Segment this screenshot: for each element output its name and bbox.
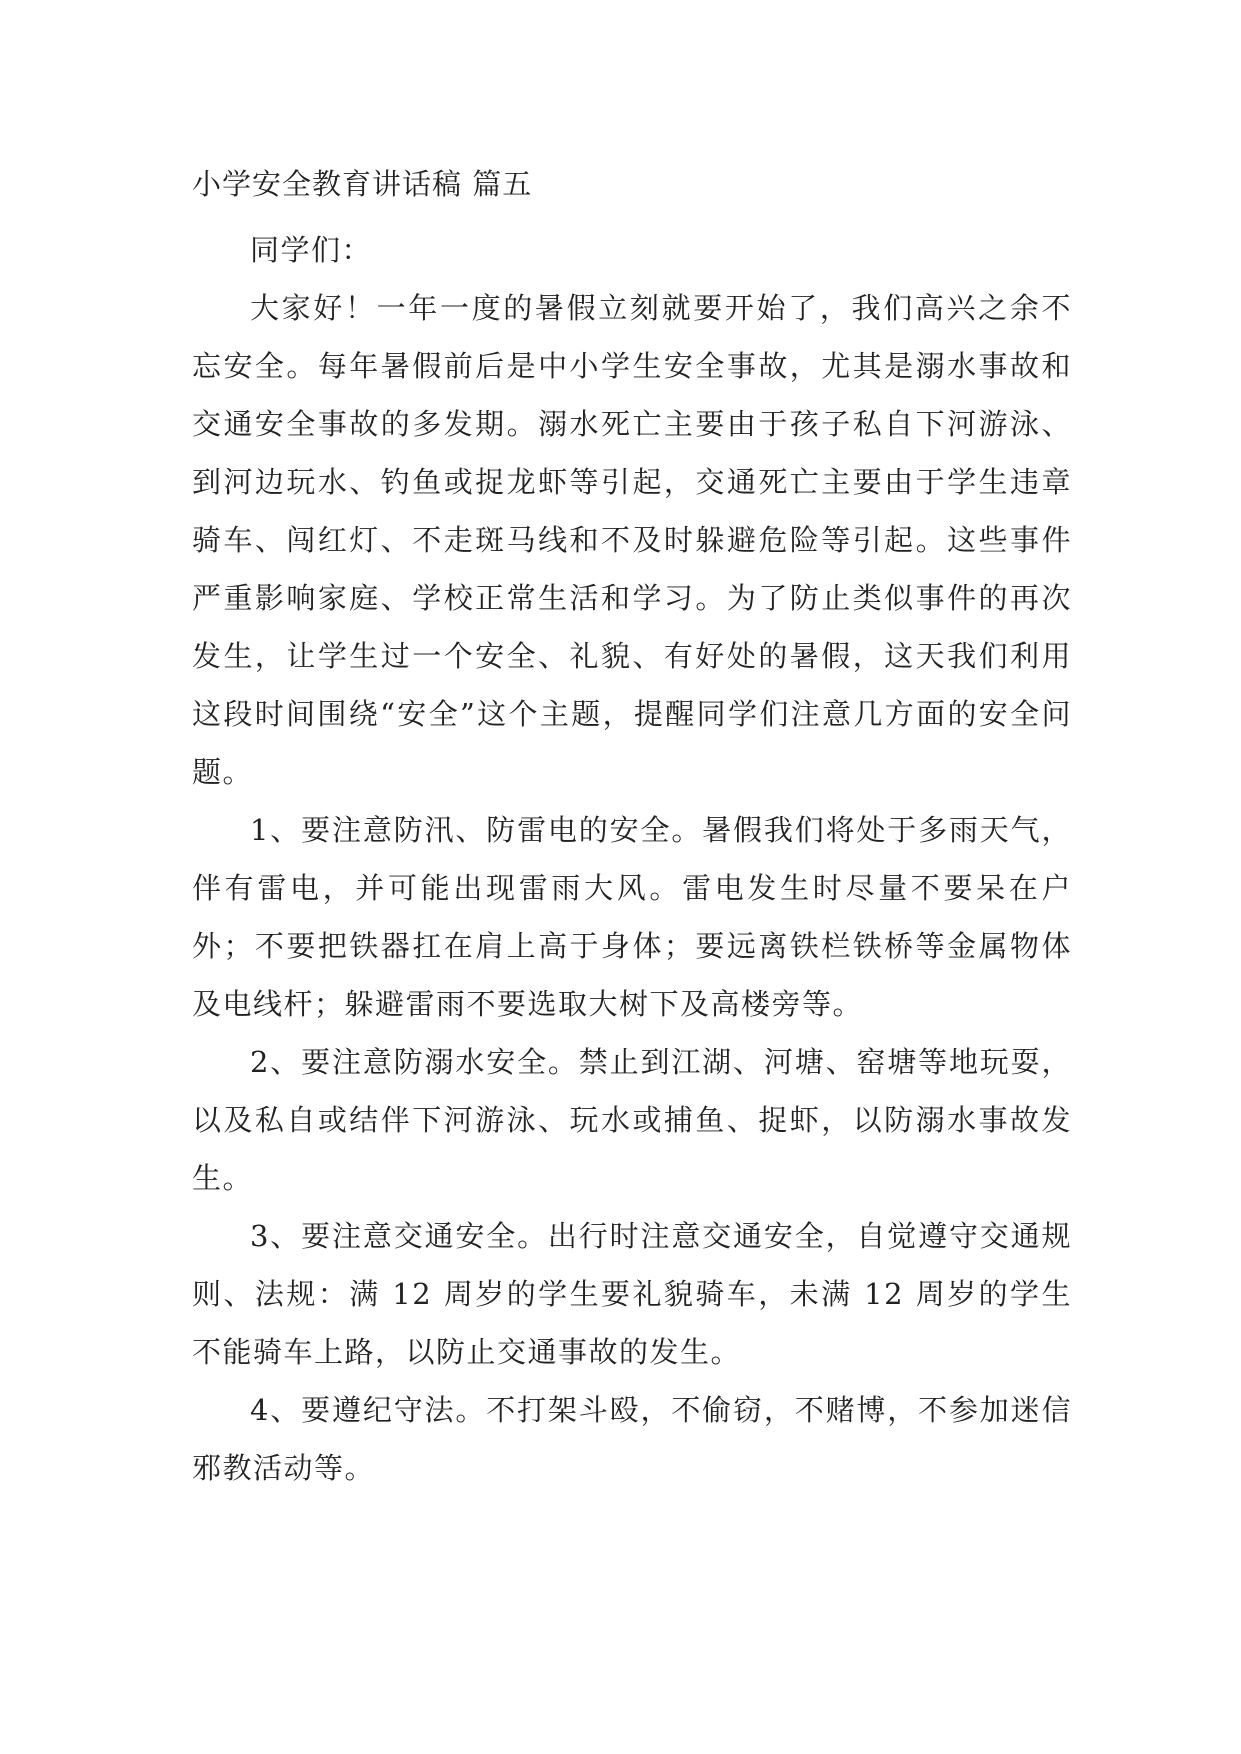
document-page	[192, 164, 1072, 1497]
point-3-paragraph: 3、要注意交通安全。出行时注意交通安全，自觉遵守交通规则、法规：满 12 周岁的学生要礼貌骑车，未满 12 周岁的学生不能骑车上路，以防止交通事故的发生。	[192, 1219, 1072, 1369]
document-title: 小学安全教育讲话稿 篇五	[192, 167, 533, 201]
point-1-paragraph: 1、要注意防汛、防雷电的安全。暑假我们将处于多雨天气，伴有雷电，并可能出现雷雨大风。雷电发生时尽量不要呆在户外；不要把铁器扛在肩上高于身体；要远离铁栏铁桥等金属物体及电线杆；躲避雷雨不要选取大树下及高楼旁等。	[192, 813, 1072, 1021]
point-4-paragraph: 4、要遵纪守法。不打架斗殴，不偷窃，不赌博，不参加迷信邪教活动等。	[192, 1393, 1072, 1485]
point-2-paragraph: 2、要注意防溺水安全。禁止到江湖、河塘、窑塘等地玩耍，以及私自或结伴下河游泳、玩水或捕鱼、捉虾，以防溺水事故发生。	[192, 1045, 1072, 1195]
greeting-paragraph: 同学们：	[250, 233, 373, 267]
intro-paragraph: 大家好！一年一度的暑假立刻就要开始了，我们高兴之余不忘安全。每年暑假前后是中小学生安全事故，尤其是溺水事故和交通安全事故的多发期。溺水死亡主要由于孩子私自下河游泳、到河边玩水、钓鱼或捉龙虾等引起，交通死亡主要由于学生违章骑车、闯红灯、不走斑马线和不及时躲避危险等引起。这些事件严重影响家庭、学校正常生活和学习。为了防止类似事件的再次发生，让学生过一个安全、礼貌、有好处的暑假，这天我们利用这段时间围绕“安全”这个主题，提醒同学们注意几方面的安全问题。	[192, 291, 1072, 789]
